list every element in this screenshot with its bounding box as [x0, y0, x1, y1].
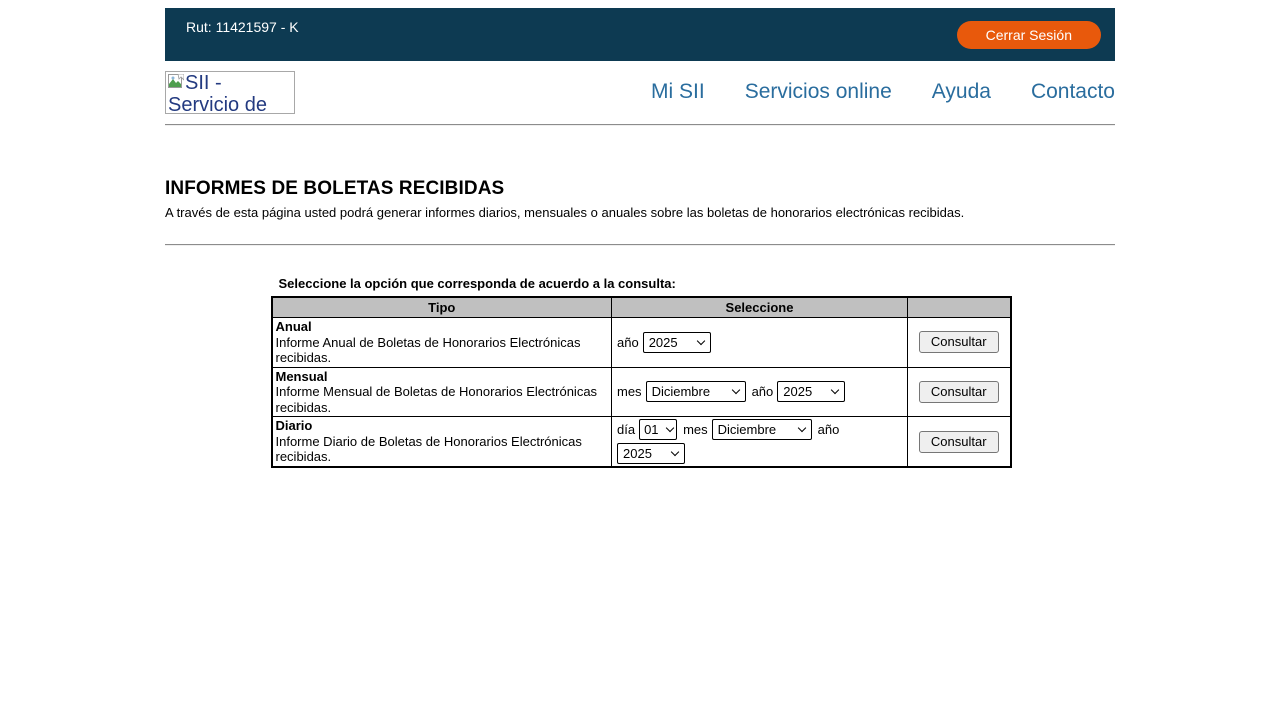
tipo-title: Anual	[275, 319, 312, 334]
nav-link-mi-sii[interactable]: Mi SII	[651, 80, 705, 103]
tipo-title: Mensual	[275, 368, 328, 384]
diario-month-select[interactable]	[712, 419, 812, 440]
diario-year-label: año	[817, 422, 840, 437]
seleccione-cell-anual	[612, 318, 908, 368]
logo-alt-text: SII - Servicio de	[168, 71, 267, 114]
nav-link-ayuda[interactable]: Ayuda	[931, 80, 991, 103]
diario-day-select[interactable]	[639, 419, 677, 440]
tipo-desc: Informe Anual de Boletas de Honorarios Electrónicas recibidas.	[275, 334, 581, 365]
content-divider	[165, 244, 1115, 246]
informes-table	[271, 296, 1012, 468]
tipo-desc: Informe Diario de Boletas de Honorarios Electrónicas recibidas.	[275, 433, 582, 464]
seleccione-cell-mensual	[612, 367, 908, 417]
header-tipo: Tipo	[272, 297, 612, 318]
tipo-cell-mensual	[272, 367, 612, 417]
header-accion	[908, 297, 1011, 318]
table-header-row	[272, 297, 1011, 318]
main-nav	[651, 80, 1115, 104]
tipo-cell-anual	[272, 318, 612, 368]
table-row-anual	[272, 318, 1011, 368]
mensual-year-select[interactable]	[777, 381, 845, 402]
diario-month-label: mes	[683, 422, 708, 437]
consultar-anual-button[interactable]: Consultar	[919, 331, 999, 353]
nav-link-contacto[interactable]: Contacto	[1030, 80, 1115, 103]
page-title: INFORMES DE BOLETAS RECIBIDAS	[165, 178, 505, 199]
session-topbar	[165, 8, 1115, 61]
diario-year-select[interactable]	[617, 443, 685, 464]
rut-text: Rut: 11421597 - K	[186, 19, 299, 35]
consultar-mensual-button[interactable]: Consultar	[919, 381, 999, 403]
accion-cell-diario	[908, 417, 1011, 468]
table-row-diario	[272, 417, 1011, 468]
tipo-desc: Informe Mensual de Boletas de Honorarios Electrónicas recibidas.	[275, 384, 598, 415]
tipo-title: Diario	[275, 418, 313, 433]
header-divider	[165, 124, 1115, 126]
sii-logo-broken-image[interactable]	[165, 71, 295, 114]
header-seleccione: Seleccione	[612, 297, 908, 318]
anual-year-select[interactable]	[643, 332, 711, 353]
diario-day-label: día	[617, 422, 636, 437]
tipo-cell-diario	[272, 417, 612, 468]
mensual-month-label: mes	[617, 384, 642, 400]
page-description: A través de esta página usted podrá generar informes diarios, mensuales o anuales sobre las boletas de honorarios electrónicas recibidas.	[165, 205, 965, 220]
mensual-month-select[interactable]	[646, 381, 746, 402]
consulta-caption: Seleccione la opción que corresponda de acuerdo a la consulta:	[278, 276, 676, 291]
mensual-year-label: año	[751, 384, 774, 400]
accion-cell-anual	[908, 318, 1011, 368]
consulta-section	[271, 276, 1010, 468]
page-container	[165, 0, 1115, 468]
logout-button[interactable]: Cerrar Sesión	[957, 21, 1101, 49]
nav-link-servicios-online[interactable]: Servicios online	[744, 80, 892, 103]
header-row	[165, 70, 1115, 114]
seleccione-cell-diario	[612, 417, 908, 468]
broken-image-icon	[168, 74, 184, 89]
consultar-diario-button[interactable]: Consultar	[919, 431, 999, 453]
table-row-mensual	[272, 367, 1011, 417]
accion-cell-mensual	[908, 367, 1011, 417]
anual-year-label: año	[617, 334, 639, 350]
